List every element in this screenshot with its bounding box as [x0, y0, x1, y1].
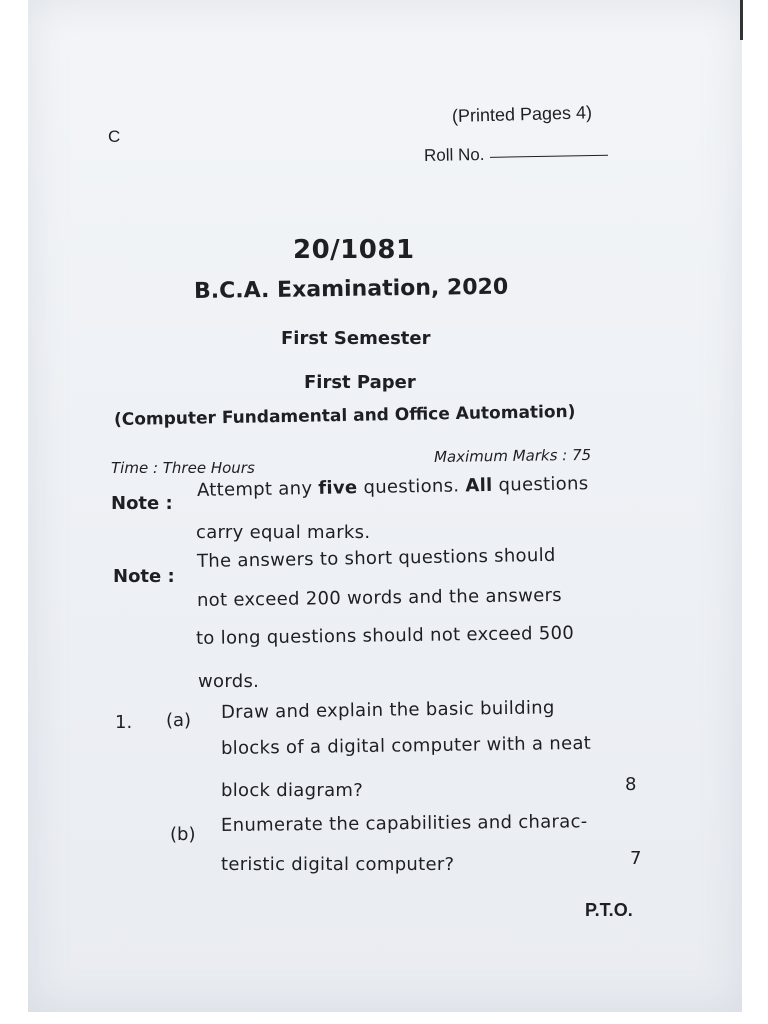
- semester-heading: First Semester: [281, 328, 431, 349]
- paper-heading: First Paper: [304, 372, 416, 393]
- question-1b-marks: 7: [630, 848, 642, 869]
- roll-number-field: [424, 143, 609, 166]
- page-edge-shadow: [740, 0, 743, 40]
- note-label: Note :: [113, 566, 175, 587]
- paper-code: 20/1081: [293, 235, 415, 265]
- question-number: 1.: [115, 712, 133, 733]
- roll-number-blank-line: [490, 155, 608, 158]
- note-label: Note :: [111, 493, 173, 514]
- question-1a-line-3: block diagram?: [221, 780, 364, 801]
- question-1a-line-2: blocks of a digital computer with a neat: [220, 732, 592, 759]
- printed-pages-note: (Printed Pages 4): [451, 102, 593, 126]
- note-1-text-b: questions.: [357, 475, 466, 499]
- note-1-text-a: Attempt any: [196, 477, 319, 501]
- question-1b-line-2: teristic digital computer?: [221, 854, 455, 875]
- note-2-line-1: The answers to short questions should: [196, 544, 556, 572]
- question-part-label: (a): [166, 710, 192, 731]
- question-1b-line-1: Enumerate the capabilities and charac-: [220, 811, 588, 836]
- please-turn-over: P.T.O.: [585, 900, 633, 920]
- note-2-line-2: not exceed 200 words and the answers: [196, 584, 563, 611]
- subject-heading: (Computer Fundamental and Office Automation): [113, 401, 576, 430]
- question-1a-marks: 8: [625, 774, 637, 795]
- exam-title: B.C.A. Examination, 2020: [193, 274, 509, 304]
- note-1-emphasis-five: five: [318, 477, 358, 499]
- note-2-line-3: to long questions should not exceed 500: [195, 622, 575, 649]
- maximum-marks: Maximum Marks : 75: [433, 445, 592, 466]
- note-1-emphasis-all: All: [465, 474, 493, 497]
- question-1a-line-1: Draw and explain the basic building: [220, 697, 555, 723]
- note-2-line-4: words.: [198, 671, 260, 692]
- roll-number-label: Roll No.: [423, 144, 485, 165]
- series-letter: C: [108, 127, 121, 146]
- question-part-label: (b): [170, 824, 196, 845]
- note-1-line-2: carry equal marks.: [196, 522, 371, 543]
- time-allowed: Time : Three Hours: [111, 459, 255, 477]
- note-1-text-c: questions: [492, 473, 589, 496]
